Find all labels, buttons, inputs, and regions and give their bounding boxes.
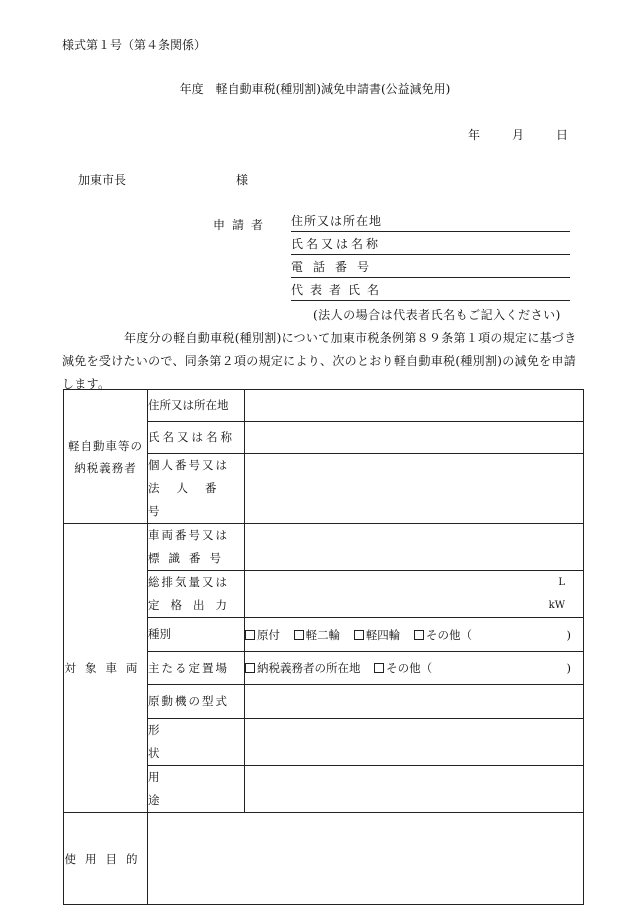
applicant-label: 申請者: [213, 218, 271, 232]
type-label: [148, 618, 245, 652]
unit-liter: L: [558, 577, 565, 588]
request-text: [62, 327, 583, 396]
addressee: [78, 171, 249, 188]
displacement-input[interactable]: [245, 571, 584, 618]
displacement-label: 総排気量又は 定格出力: [148, 571, 245, 618]
date-line: [436, 126, 568, 143]
addressee-name: 加東市長: [78, 173, 127, 187]
checkbox-icon: [245, 630, 255, 640]
taxpayer-name-label: 氏名又は名称: [148, 422, 245, 454]
checkbox-icon: [374, 663, 384, 673]
checkbox-icon: [245, 663, 255, 673]
engine-model-input[interactable]: [245, 685, 584, 719]
date-month: 月: [511, 128, 524, 142]
date-year: 年: [467, 128, 480, 142]
checkbox-icon: [294, 630, 304, 640]
form-title: 年度 軽自動車税(種別割)減免申請書(公益減免用): [179, 82, 451, 96]
application-table: [63, 389, 584, 905]
applicant-name-field[interactable]: 氏名又は名称: [291, 236, 570, 255]
taxpayer-group-label: 軽自動車等の 納税義務者: [64, 390, 148, 524]
taxpayer-name-input[interactable]: [245, 422, 584, 454]
type-other-close: ): [566, 627, 571, 642]
request-text-content: 年度分の軽自動車税(種別割)について加東市税条例第８９条第１項の規定に基づき減免を受けたいので、同条第２項の規定により、次のとおり軽自動車税(種別割)の減免を申請します。: [62, 331, 577, 391]
shape-label: 形状: [148, 719, 245, 766]
applicant-representative-field[interactable]: 代表者氏名: [291, 282, 570, 301]
table-row: [64, 813, 584, 905]
purpose-input[interactable]: [148, 813, 584, 905]
shape-input[interactable]: [245, 719, 584, 766]
type-option-light-two-wheel[interactable]: 軽二輪: [294, 628, 341, 642]
engine-model-label: 原動機の型式: [148, 685, 245, 719]
type-option-light-four-wheel[interactable]: 軽四輪: [354, 628, 401, 642]
taxpayer-address-input[interactable]: [245, 390, 584, 422]
addressee-honorific: 様: [236, 173, 249, 187]
applicant-note: (法人の場合は代表者氏名もご記入ください): [313, 308, 561, 322]
location-other-close: ): [566, 661, 571, 675]
unit-kilowatt: kW: [548, 600, 565, 611]
table-row: [64, 524, 584, 571]
taxpayer-address-label: 住所又は所在地: [148, 390, 245, 422]
type-option-other[interactable]: その他（: [414, 628, 472, 642]
checkbox-icon: [414, 630, 424, 640]
plate-label: 車両番号又は 標識番号: [148, 524, 245, 571]
applicant-phone-field[interactable]: 電話番号: [291, 259, 570, 278]
applicant-address-field[interactable]: 住所又は所在地: [291, 213, 570, 232]
location-option-other[interactable]: その他（: [374, 661, 432, 675]
taxpayer-id-label: 個人番号又は 法人番号: [148, 454, 245, 524]
type-label-text: 種別: [148, 627, 171, 641]
location-option-taxpayer-address[interactable]: 納税義務者の所在地: [245, 661, 361, 675]
use-label: 用途: [148, 766, 245, 813]
purpose-label: 使用目的: [64, 813, 148, 905]
vehicle-group-label: 対象車両: [64, 524, 148, 813]
checkbox-icon: [354, 630, 364, 640]
taxpayer-id-input[interactable]: [245, 454, 584, 524]
type-options: [245, 618, 584, 652]
type-option-moped[interactable]: 原付: [245, 628, 280, 642]
location-label: 主たる定置場: [148, 652, 245, 685]
location-options: [245, 652, 584, 685]
date-day: 日: [555, 128, 568, 142]
form-number: 様式第１号（第４条関係）: [62, 38, 207, 52]
table-row: [64, 390, 584, 422]
use-input[interactable]: [245, 766, 584, 813]
plate-input[interactable]: [245, 524, 584, 571]
